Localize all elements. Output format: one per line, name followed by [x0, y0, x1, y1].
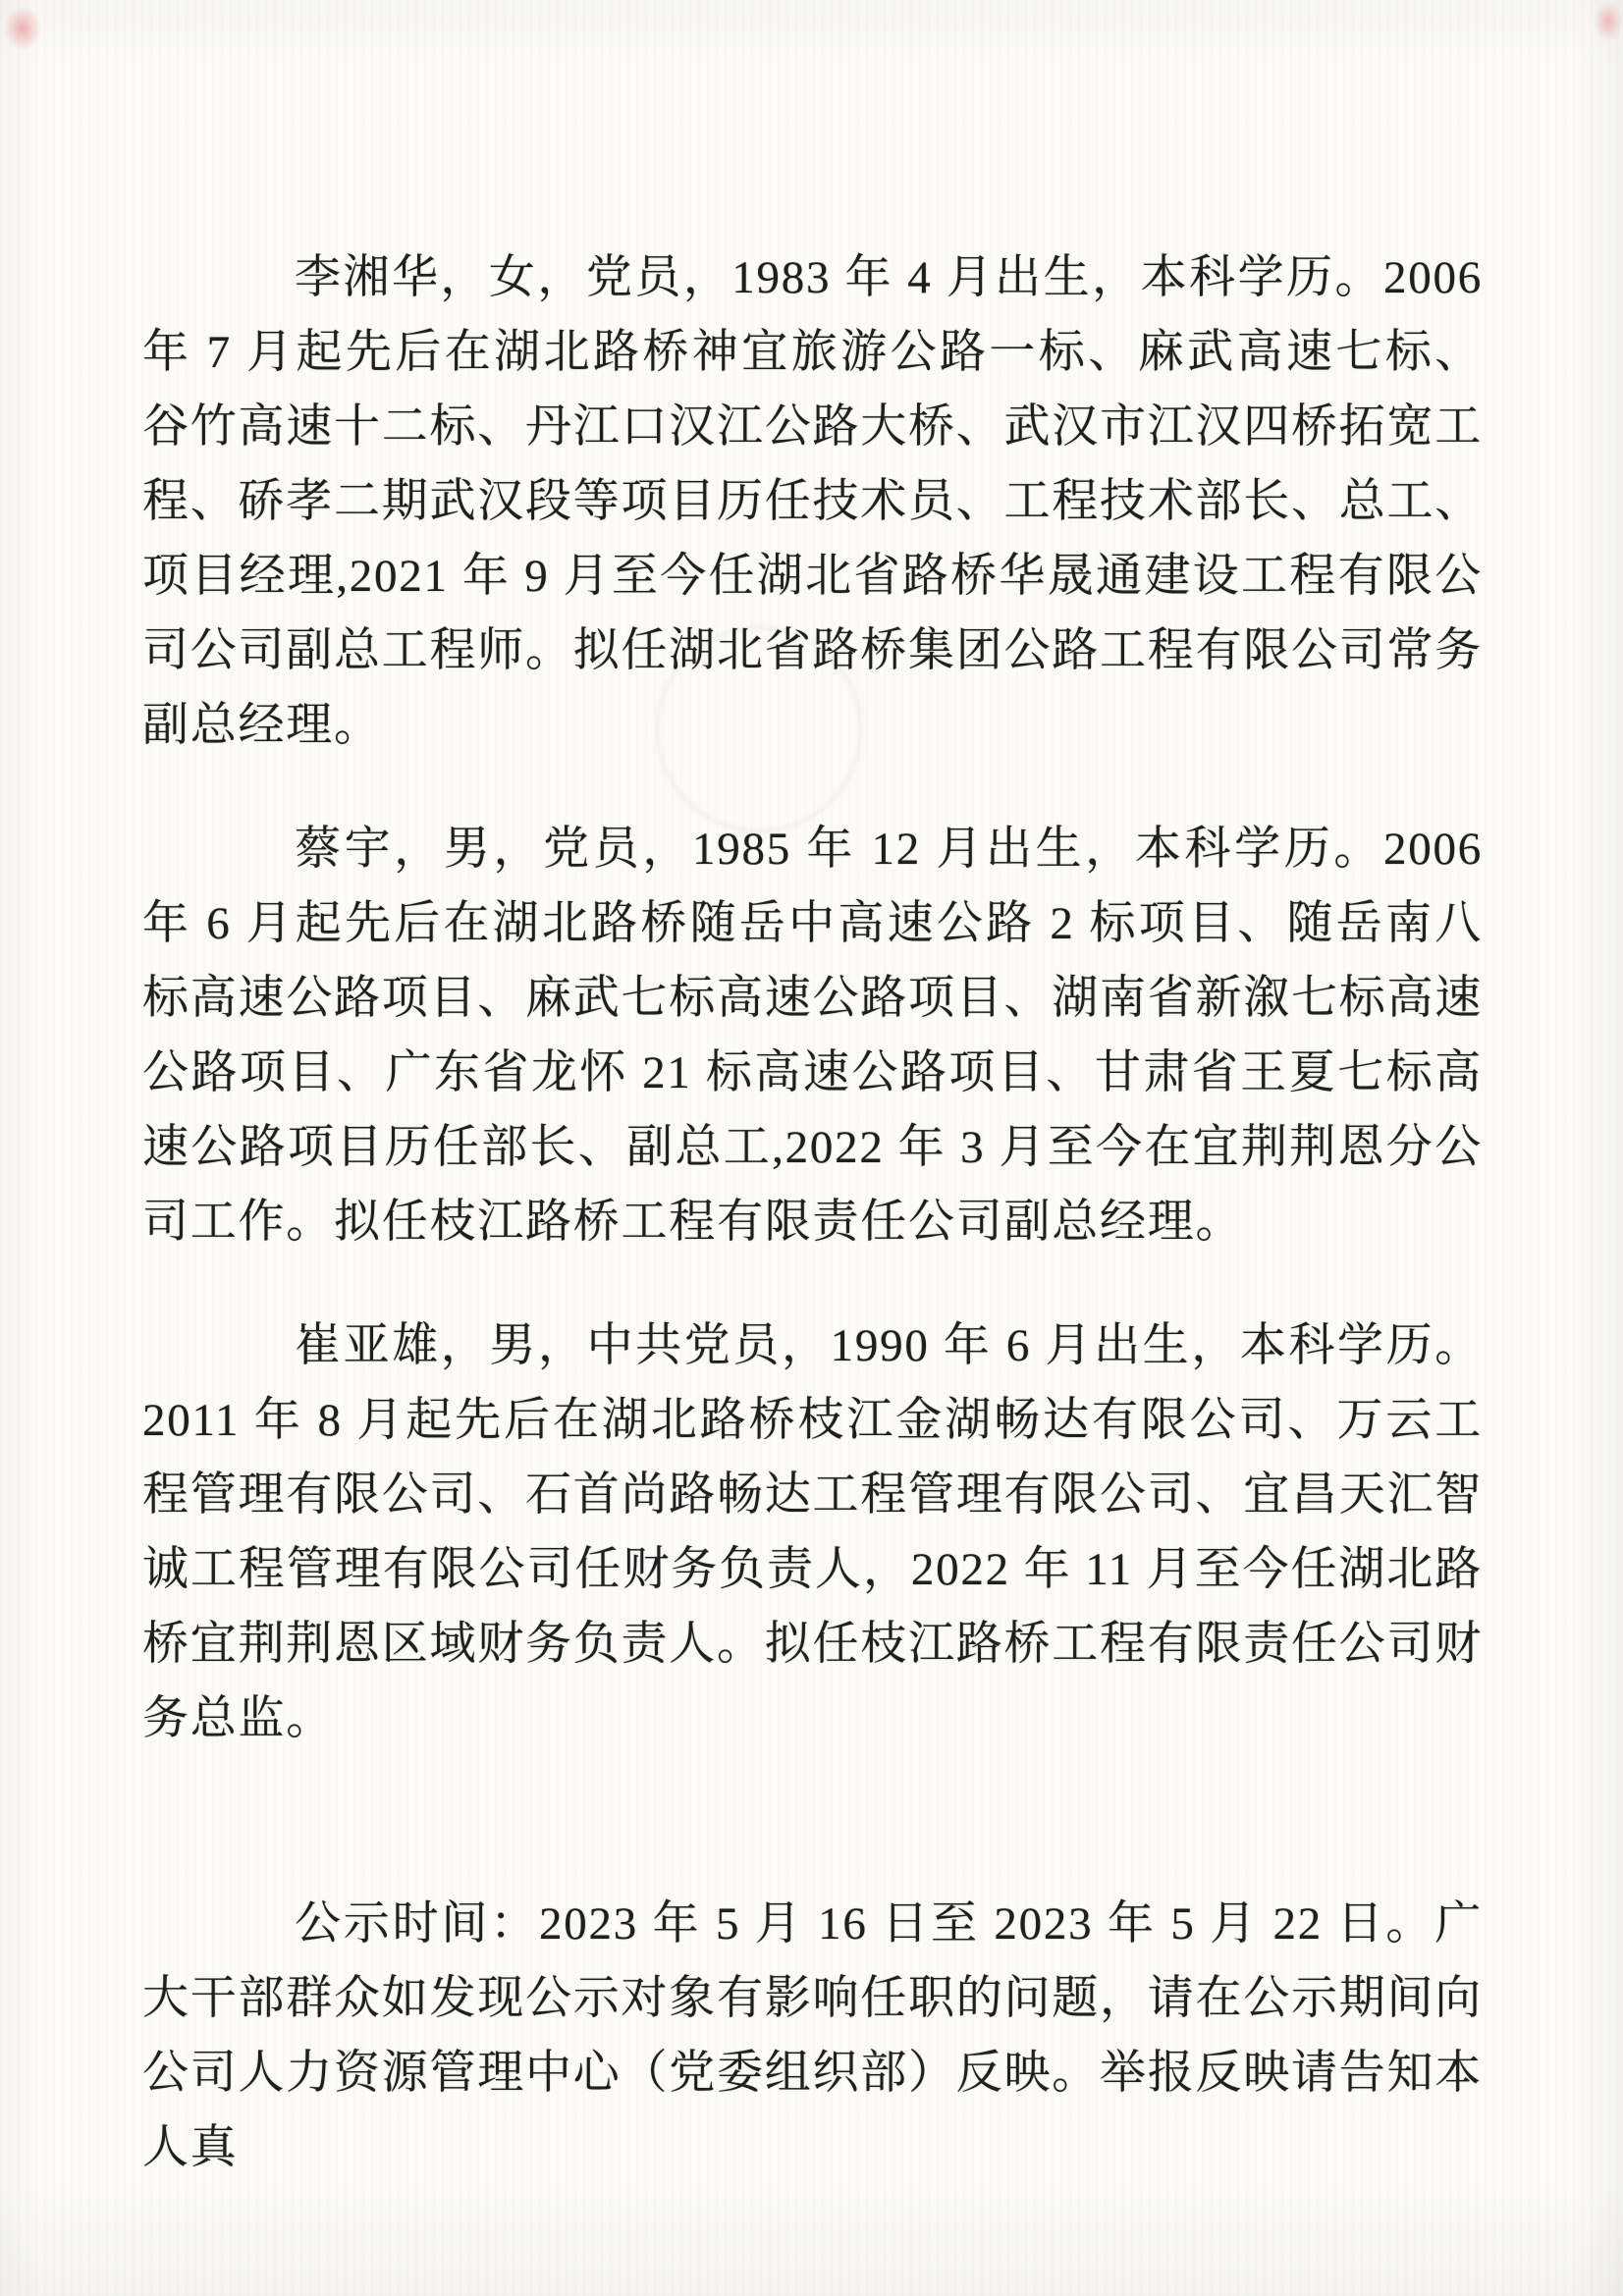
bio-paragraph-cai-yu: 蔡宇，男，党员，1985 年 12 月出生，本科学历。2006 年 6 月起先后在湖北路桥随岳中高速公路 2 标项目、随岳南八标高速公路项目、麻武七标高速公路项目、湖南省新溆七标高速公路项目、广东省龙怀 21 标高速公路项目、甘肃省王夏七标高速公路项目历任部长、副总工,2022 年 3 月至今在宜荆荆恩分公司工作。拟任枝江路桥工程有限责任公司副总经理。 [142, 824, 1483, 1248]
bio-paragraph-li-xianghua: 李湘华，女，党员，1983 年 4 月出生，本科学历。2006 年 7 月起先后在湖北路桥神宜旅游公路一标、麻武高速七标、谷竹高速十二标、丹江口汉江公路大桥、武汉市江汉四桥拓宽工程、硚孝二期武汉段等项目历任技术员、工程技术部长、总工、项目经理,2021 年 9 月至今任湖北省路桥华晟通建设工程有限公司公司副总工程师。拟任湖北省路桥集团公路工程有限公司常务副总经理。 [142, 252, 1483, 751]
public-notice-period-paragraph: 公示时间：2023 年 5 月 16 日至 2023 年 5 月 22 日。广大干部群众如发现公示对象有影响任职的问题，请在公示期间向公司人力资源管理中心（党委组织部）反映。举报反映请告知本人真 [142, 1898, 1483, 2173]
bio-paragraph-cui-yaxiong: 崔亚雄，男，中共党员，1990 年 6 月出生，本科学历。2011 年 8 月起先后在湖北路桥枝江金湖畅达有限公司、万云工程管理有限公司、石首尚路畅达工程管理有限公司、宜昌天汇智诚工程管理有限公司任财务负责人，2022 年 11 月至今任湖北路桥宜荆荆恩区域财务负责人。拟任枝江路桥工程有限责任公司财务总监。 [142, 1320, 1483, 1744]
